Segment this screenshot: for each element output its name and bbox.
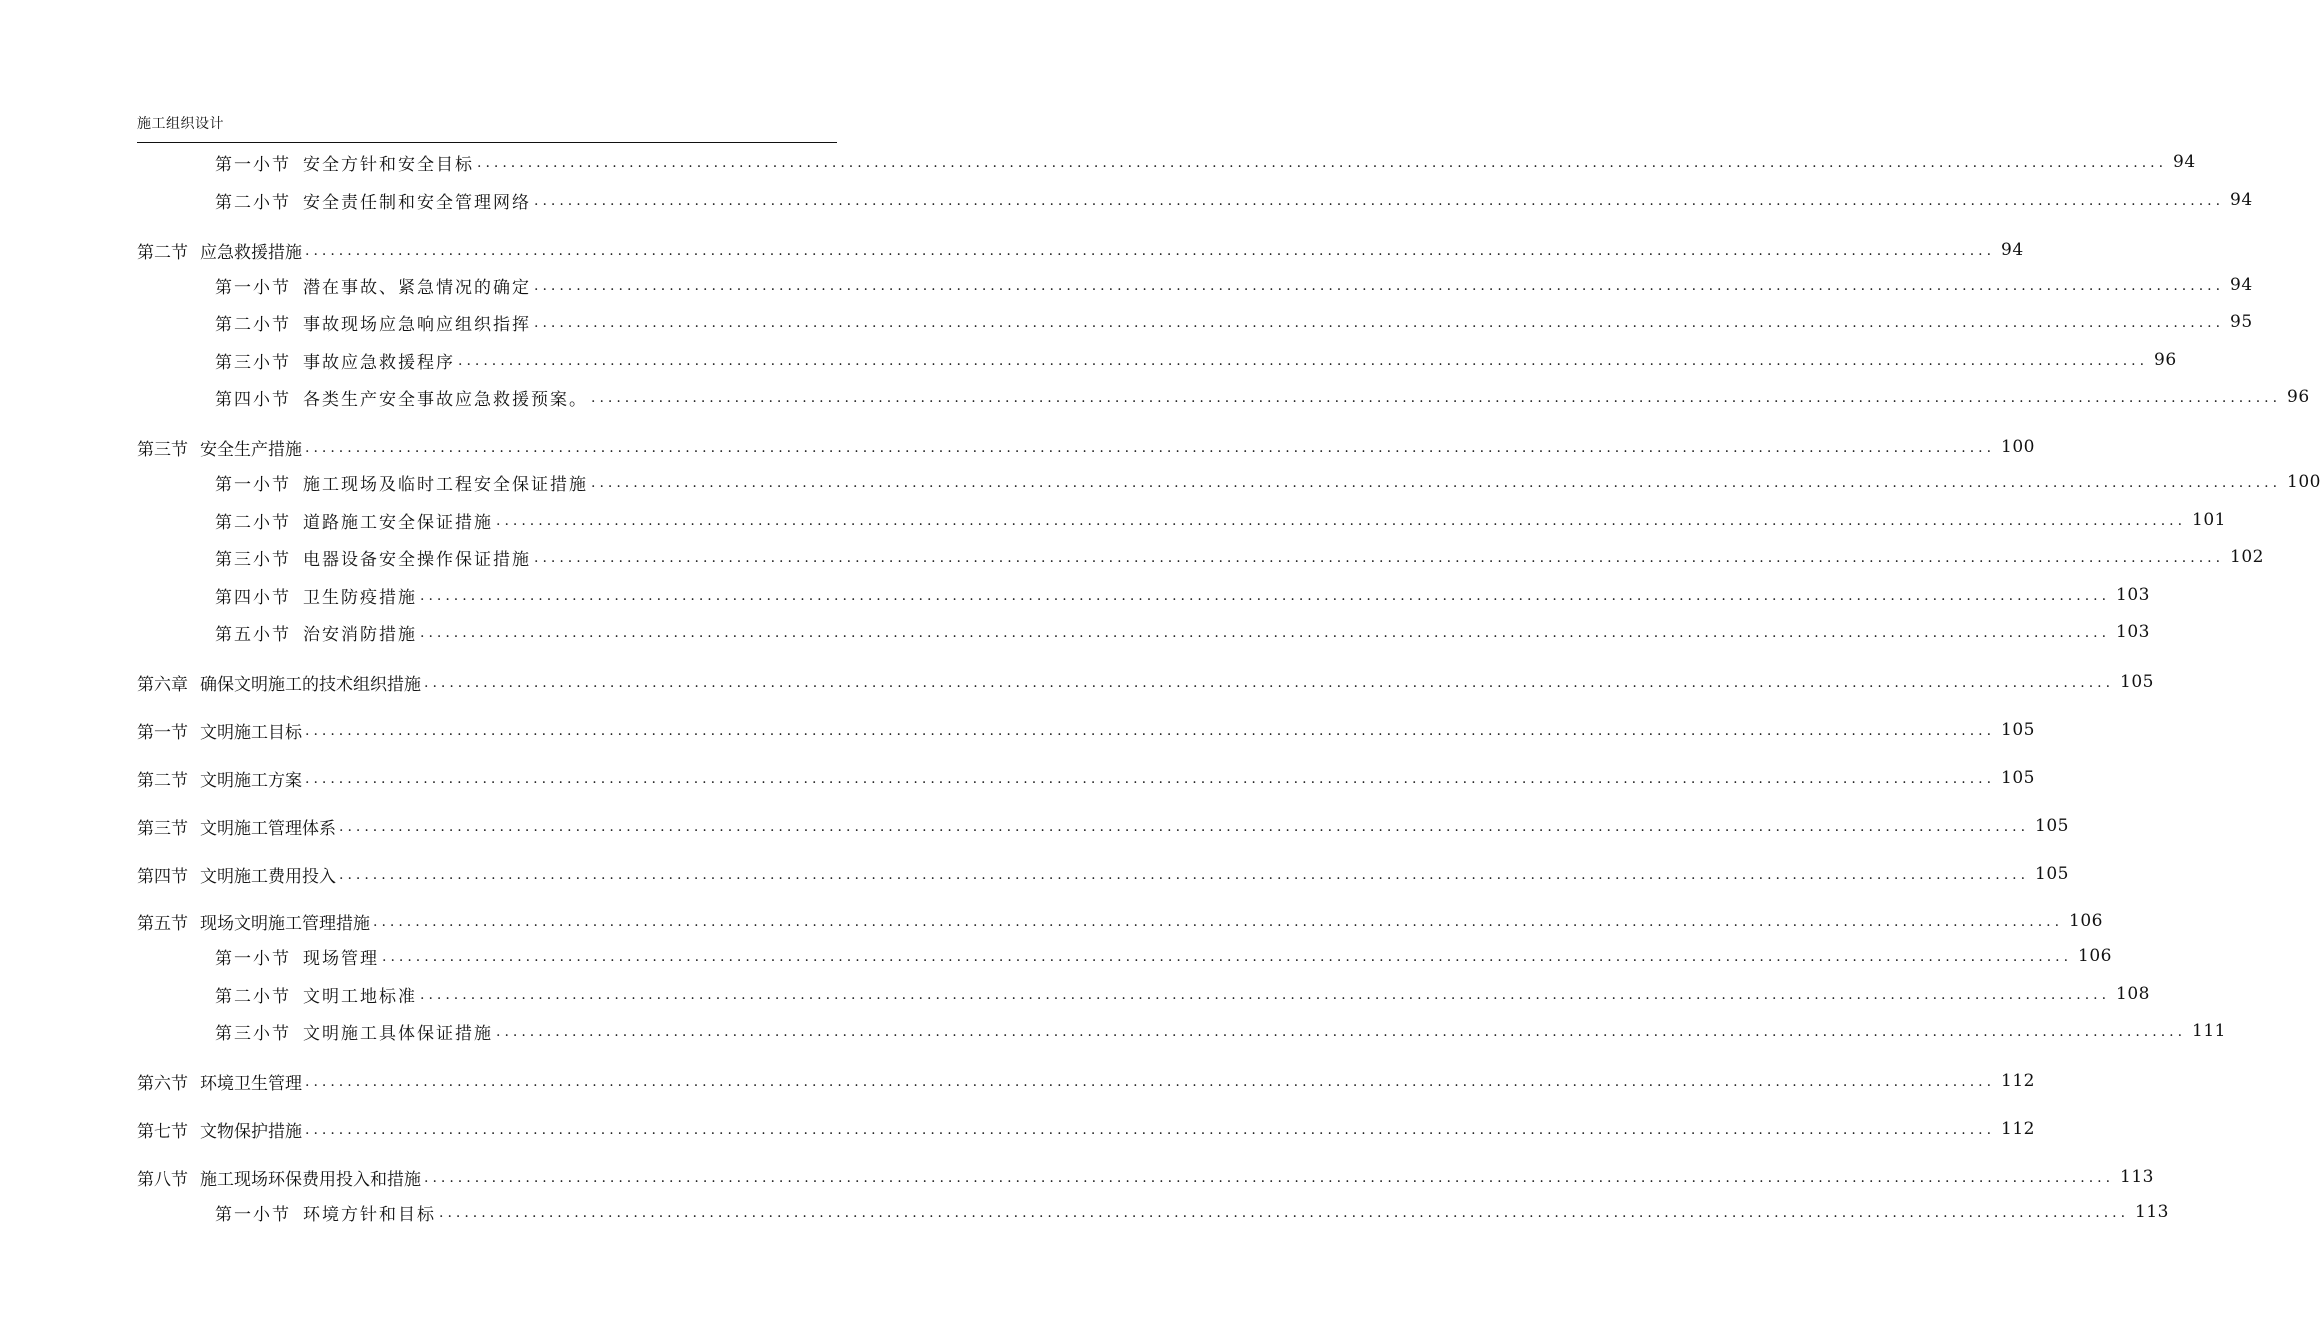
toc-entry-section[interactable] xyxy=(137,766,2035,791)
toc-entry-number: 第三小节 xyxy=(215,549,291,570)
toc-dot-leader: ........................................................................................................................................................................................................ xyxy=(382,949,2073,965)
toc-entry-subsection[interactable] xyxy=(215,944,2112,969)
toc-entry-label xyxy=(137,238,305,263)
toc-entry-title: 卫生防疫措施 xyxy=(303,587,417,608)
toc-entry-number: 第四小节 xyxy=(215,587,291,608)
toc-dot-leader: ........................................................................................................................................................................................................ xyxy=(534,315,2225,331)
toc-entry-number: 第二节 xyxy=(137,242,188,263)
toc-dot-leader: ........................................................................................................................................................................................................ xyxy=(424,1170,2115,1186)
toc-entry-section[interactable] xyxy=(137,238,2024,263)
toc-entry-number: 第三节 xyxy=(137,439,188,460)
toc-dot-leader: ........................................................................................................................................................................................................ xyxy=(373,914,2064,930)
page-header-title: 施工组织设计 xyxy=(137,116,224,132)
toc-entry-number: 第五节 xyxy=(137,913,188,934)
toc-entry-number: 第六节 xyxy=(137,1073,188,1094)
toc-entry-number: 第七节 xyxy=(137,1121,188,1142)
toc-entry-title: 文物保护措施 xyxy=(200,1121,302,1142)
toc-entry-title: 环境方针和目标 xyxy=(303,1204,436,1225)
toc-entry-label xyxy=(215,273,534,298)
toc-entry-label xyxy=(215,982,420,1007)
toc-entry-number: 第一小节 xyxy=(215,474,291,495)
toc-page-number: 94 xyxy=(2230,190,2253,210)
toc-entry-label xyxy=(137,1069,305,1094)
header-rule xyxy=(137,142,837,143)
toc-entry-label xyxy=(215,310,534,335)
toc-entry-number: 第五小节 xyxy=(215,624,291,645)
toc-entry-subsection[interactable] xyxy=(215,508,2226,533)
toc-page-number: 96 xyxy=(2287,387,2310,407)
toc-entry-label xyxy=(215,508,496,533)
toc-entry-title: 事故应急救援程序 xyxy=(303,352,455,373)
toc-entry-subsection[interactable] xyxy=(215,310,2253,335)
toc-entry-label xyxy=(215,1200,439,1225)
toc-entry-number: 第二小节 xyxy=(215,512,291,533)
toc-entry-number: 第二节 xyxy=(137,770,188,791)
toc-entry-section[interactable] xyxy=(137,670,2154,695)
toc-page-number: 102 xyxy=(2230,547,2264,567)
toc-page-number: 111 xyxy=(2192,1021,2226,1041)
toc-entry-section[interactable] xyxy=(137,1165,2154,1190)
toc-entry-title: 安全责任制和安全管理网络 xyxy=(303,192,531,213)
toc-dot-leader: ........................................................................................................................................................................................................ xyxy=(305,723,1996,739)
toc-entry-section[interactable] xyxy=(137,718,2035,743)
toc-dot-leader: ........................................................................................................................................................................................................ xyxy=(591,475,2282,491)
toc-dot-leader: ........................................................................................................................................................................................................ xyxy=(458,353,2149,369)
toc-entry-label xyxy=(215,944,382,969)
toc-entry-subsection[interactable] xyxy=(215,620,2150,645)
toc-page-number: 112 xyxy=(2001,1071,2035,1091)
toc-page-number: 106 xyxy=(2069,911,2103,931)
toc-page-number: 113 xyxy=(2135,1202,2169,1222)
toc-entry-number: 第一小节 xyxy=(215,154,291,175)
toc-entry-label xyxy=(215,150,477,175)
toc-entry-title: 文明施工方案 xyxy=(200,770,302,791)
toc-entry-number: 第三小节 xyxy=(215,1023,291,1044)
toc-entry-label xyxy=(215,470,591,495)
toc-dot-leader: ........................................................................................................................................................................................................ xyxy=(439,1205,2130,1221)
toc-entry-number: 第一小节 xyxy=(215,948,291,969)
toc-entry-label xyxy=(137,766,305,791)
toc-page-number: 100 xyxy=(2287,472,2321,492)
toc-page-number: 105 xyxy=(2001,768,2035,788)
toc-entry-title: 施工现场及临时工程安全保证措施 xyxy=(303,474,588,495)
toc-entry-title: 文明工地标准 xyxy=(303,986,417,1007)
toc-entry-label xyxy=(137,862,339,887)
toc-entry-number: 第二小节 xyxy=(215,986,291,1007)
toc-page-number: 103 xyxy=(2116,585,2150,605)
toc-page-number: 100 xyxy=(2001,437,2035,457)
toc-page-number: 105 xyxy=(2120,672,2154,692)
toc-page-number: 106 xyxy=(2078,946,2112,966)
toc-entry-label xyxy=(215,545,534,570)
toc-page-number: 103 xyxy=(2116,622,2150,642)
toc-entry-title: 文明施工目标 xyxy=(200,722,302,743)
toc-entry-label xyxy=(137,1117,305,1142)
toc-page-number: 101 xyxy=(2192,510,2226,530)
toc-entry-section[interactable] xyxy=(137,909,2103,934)
toc-entry-title: 施工现场环保费用投入和措施 xyxy=(200,1169,421,1190)
toc-dot-leader: ........................................................................................................................................................................................................ xyxy=(534,278,2225,294)
toc-dot-leader: ........................................................................................................................................................................................................ xyxy=(420,588,2111,604)
toc-page-number: 105 xyxy=(2035,864,2069,884)
toc-dot-leader: ........................................................................................................................................................................................................ xyxy=(339,819,2030,835)
toc-entry-subsection[interactable] xyxy=(215,545,2264,570)
toc-dot-leader: ........................................................................................................................................................................................................ xyxy=(496,1024,2187,1040)
toc-entry-number: 第三节 xyxy=(137,818,188,839)
toc-dot-leader: ........................................................................................................................................................................................................ xyxy=(305,243,1996,259)
toc-entry-title: 事故现场应急响应组织指挥 xyxy=(303,314,531,335)
toc-entry-title: 环境卫生管理 xyxy=(200,1073,302,1094)
toc-page-number: 105 xyxy=(2001,720,2035,740)
toc-entry-title: 应急救援措施 xyxy=(200,242,302,263)
toc-entry-number: 第二小节 xyxy=(215,192,291,213)
toc-entry-number: 第六章 xyxy=(137,674,188,695)
toc-entry-title: 治安消防措施 xyxy=(303,624,417,645)
toc-entry-title: 文明施工具体保证措施 xyxy=(303,1023,493,1044)
toc-dot-leader: ........................................................................................................................................................................................................ xyxy=(339,867,2030,883)
toc-entry-subsection[interactable] xyxy=(215,385,2310,410)
toc-entry-number: 第一小节 xyxy=(215,1204,291,1225)
toc-entry-title: 道路施工安全保证措施 xyxy=(303,512,493,533)
toc-entry-label xyxy=(137,909,373,934)
toc-entry-number: 第二小节 xyxy=(215,314,291,335)
toc-dot-leader: ........................................................................................................................................................................................................ xyxy=(420,987,2111,1003)
toc-page-number: 94 xyxy=(2173,152,2196,172)
toc-dot-leader: ........................................................................................................................................................................................................ xyxy=(534,550,2225,566)
toc-entry-number: 第一节 xyxy=(137,722,188,743)
toc-entry-label xyxy=(215,583,420,608)
toc-dot-leader: ........................................................................................................................................................................................................ xyxy=(420,625,2111,641)
toc-dot-leader: ........................................................................................................................................................................................................ xyxy=(305,1074,1996,1090)
toc-entry-number: 第八节 xyxy=(137,1169,188,1190)
toc-entry-subsection[interactable] xyxy=(215,982,2150,1007)
toc-entry-subsection[interactable] xyxy=(215,583,2150,608)
toc-page-number: 96 xyxy=(2154,350,2177,370)
toc-entry-label xyxy=(137,718,305,743)
toc-dot-leader: ........................................................................................................................................................................................................ xyxy=(305,1122,1996,1138)
toc-entry-label xyxy=(137,814,339,839)
toc-entry-title: 安全生产措施 xyxy=(200,439,302,460)
toc-entry-section[interactable] xyxy=(137,862,2069,887)
toc-entry-title: 现场管理 xyxy=(303,948,379,969)
toc-entry-subsection[interactable] xyxy=(215,273,2253,298)
toc-page-number: 113 xyxy=(2120,1167,2154,1187)
toc-page-number: 105 xyxy=(2035,816,2069,836)
toc-entry-number: 第三小节 xyxy=(215,352,291,373)
toc-page-number: 112 xyxy=(2001,1119,2035,1139)
toc-entry-subsection[interactable] xyxy=(215,1200,2169,1225)
toc-entry-section[interactable] xyxy=(137,1117,2035,1142)
toc-entry-subsection[interactable] xyxy=(215,470,2321,495)
toc-entry-subsection[interactable] xyxy=(215,348,2177,373)
toc-entry-section[interactable] xyxy=(137,1069,2035,1094)
toc-page-number: 94 xyxy=(2230,275,2253,295)
toc-entry-title: 文明施工管理体系 xyxy=(200,818,336,839)
toc-dot-leader: ........................................................................................................................................................................................................ xyxy=(305,440,1996,456)
toc-entry-label xyxy=(137,670,424,695)
toc-dot-leader: ........................................................................................................................................................................................................ xyxy=(496,513,2187,529)
toc-entry-subsection[interactable] xyxy=(215,188,2253,213)
toc-entry-label xyxy=(137,1165,424,1190)
toc-page-number: 108 xyxy=(2116,984,2150,1004)
toc-entry-label xyxy=(215,348,458,373)
toc-entry-subsection[interactable] xyxy=(215,1019,2226,1044)
toc-dot-leader: ........................................................................................................................................................................................................ xyxy=(591,390,2282,406)
toc-entry-title: 各类生产安全事故应急救援预案。 xyxy=(303,389,588,410)
toc-dot-leader: ........................................................................................................................................................................................................ xyxy=(534,193,2225,209)
toc-entry-title: 电器设备安全操作保证措施 xyxy=(303,549,531,570)
toc-dot-leader: ........................................................................................................................................................................................................ xyxy=(424,675,2115,691)
toc-entry-number: 第四节 xyxy=(137,866,188,887)
toc-entry-section[interactable] xyxy=(137,814,2069,839)
toc-entry-title: 潜在事故、紧急情况的确定 xyxy=(303,277,531,298)
toc-entry-title: 确保文明施工的技术组织措施 xyxy=(200,674,421,695)
toc-entry-subsection[interactable] xyxy=(215,150,2196,175)
toc-entry-label xyxy=(215,620,420,645)
toc-page-number: 94 xyxy=(2001,240,2024,260)
toc-entry-label xyxy=(215,1019,496,1044)
toc-entry-number: 第一小节 xyxy=(215,277,291,298)
toc-entry-title: 文明施工费用投入 xyxy=(200,866,336,887)
toc-page-number: 95 xyxy=(2230,312,2253,332)
toc-entry-number: 第四小节 xyxy=(215,389,291,410)
toc-dot-leader: ........................................................................................................................................................................................................ xyxy=(477,155,2168,171)
toc-entry-label xyxy=(215,385,591,410)
toc-entry-label xyxy=(137,435,305,460)
toc-entry-title: 安全方针和安全目标 xyxy=(303,154,474,175)
toc-dot-leader: ........................................................................................................................................................................................................ xyxy=(305,771,1996,787)
toc-entry-section[interactable] xyxy=(137,435,2035,460)
toc-entry-label xyxy=(215,188,534,213)
toc-entry-title: 现场文明施工管理措施 xyxy=(200,913,370,934)
